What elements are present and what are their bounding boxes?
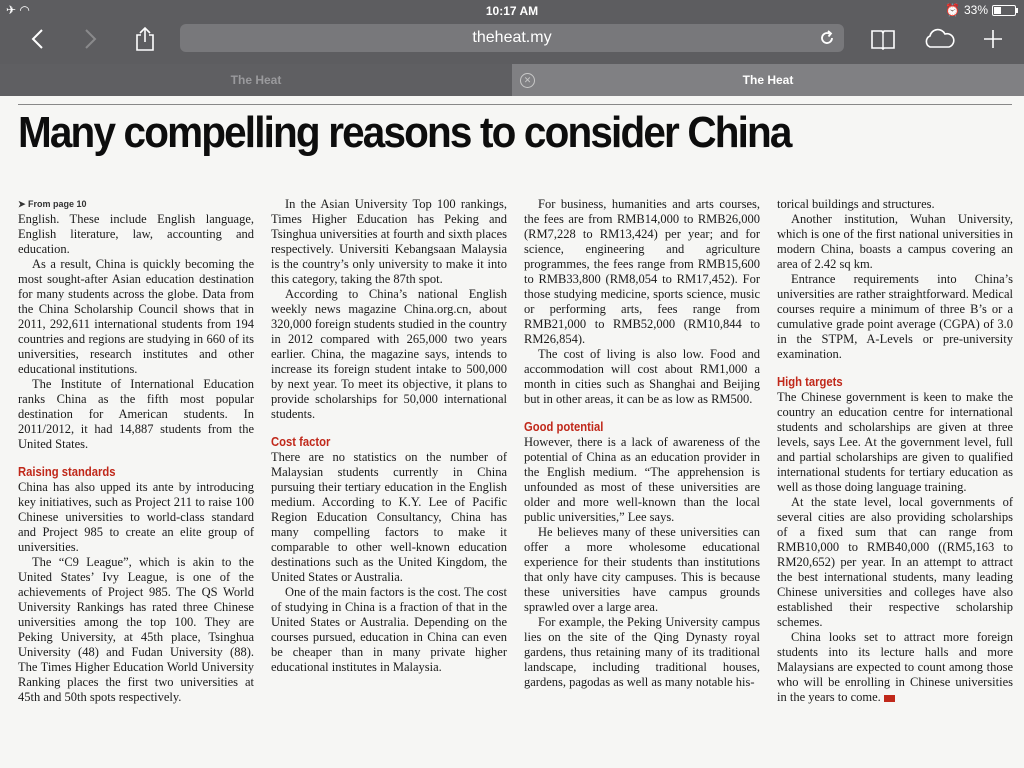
paragraph: For business, humanities and arts courses, the fees are from RMB14,000 to RMB26,000 (RM7,228 to RM13,424) per year; and for science, engineering and agriculture programmes, the fees range from RMB15,600 to RMB33,800 (RM8,054 to RM17,452). For those studying medicine, sports science, music or performing arts, fees range from RMB21,000 to RMB52,000 (RM10,844 to RM26,854). bbox=[524, 197, 760, 346]
airplane-wifi-icon: ✈ ︎◠ bbox=[6, 3, 30, 17]
subheading: Cost factor bbox=[271, 435, 331, 449]
cloud-icon bbox=[922, 28, 956, 50]
top-rule bbox=[18, 104, 1012, 105]
plus-icon bbox=[982, 28, 1004, 50]
paragraph: He believes many of these universities can offer a more wholesome educational experience for their students than institutions that only have city campuses. This is because these universities have campus grounds sprawled over a large area. bbox=[524, 525, 760, 614]
icloud-tabs-button[interactable] bbox=[922, 24, 956, 54]
subheading: Raising standards bbox=[18, 465, 116, 479]
status-bar bbox=[0, 0, 1024, 20]
end-mark-icon bbox=[884, 695, 895, 702]
paragraph-last bbox=[777, 630, 1013, 705]
paragraph: The cost of living is also low. Food and accommodation will cost about RM1,000 a month in cities such as Shanghai and Beijing but in other areas, it can be as low as RM500. bbox=[524, 347, 760, 406]
paragraph: English. These include English language, English literature, law, accounting and education. bbox=[18, 212, 254, 256]
paragraph: The “C9 League”, which is akin to the United States’ Ivy League, is one of the achievements of Project 985. The QS World University Rankings has rated three Chinese universities among the top 100. They are Peking University, at 45th place, Tsinghua University (48) and Fudan University (88). The Times Higher Education World University Ranking places the first two universities at 45th and 50th spots respectively. bbox=[18, 555, 254, 704]
paragraph: Another institution, Wuhan University, which is one of the first national universities in modern China, boasts a campus covering an area of 2.42 sq km. bbox=[777, 212, 1013, 271]
tab-2-label: The Heat bbox=[742, 73, 794, 87]
tab-bar bbox=[0, 64, 1024, 96]
paragraph: However, there is a lack of awareness of the potential of China as an education provider in the English medium. “The apprehension is unfounded as most of these universities are older and more well-known than the local public universities,” Lee says. bbox=[524, 435, 760, 524]
share-button[interactable] bbox=[128, 24, 162, 54]
book-icon bbox=[870, 28, 896, 50]
paragraph: The Institute of International Education ranks China as the fifth most popular destination for American students. In 2011/2012, it had 14,887 students from the United States. bbox=[18, 377, 254, 451]
article-column-1 bbox=[18, 197, 254, 705]
article-column-4 bbox=[777, 197, 1013, 705]
paragraph: Entrance requirements into China’s universities are rather straightforward. Medical courses require a minimum of three B’s or a cumulative grade point average (CGPA) of 3.0 in the STPM, A-Levels or pre-university examination. bbox=[777, 272, 1013, 361]
forward-button[interactable] bbox=[74, 24, 108, 54]
paragraph: For example, the Peking University campus lies on the site of the Qing Dynasty royal gardens, thus retaining many of its traditional landscape, including traditional houses, gardens, pagodas as well as many notable his- bbox=[524, 615, 760, 689]
reload-icon[interactable] bbox=[818, 29, 836, 47]
bookmarks-button[interactable] bbox=[866, 24, 900, 54]
article-headline: Many compelling reasons to consider China bbox=[18, 108, 791, 157]
paragraph: China has also upped its ante by introducing key initiatives, such as Project 211 to raise 100 Chinese universities to world-class standard and Project 985 to create an elite group of universities. bbox=[18, 480, 254, 554]
alarm-icon: ⏰ bbox=[945, 3, 960, 17]
back-button[interactable] bbox=[20, 24, 54, 54]
paragraph: As a result, China is quickly becoming the most sought-after Asian education destination for many students across the globe. Data from the China Scholarship Council shows that in 2011, 292,611 international students from 194 countries and regions are studying in 660 of its universities, research institutes and other educational institutions. bbox=[18, 257, 254, 376]
paragraph: In the Asian University Top 100 rankings, Times Higher Education has Peking and Tsinghua universities at fourth and sixth places respectively. Universiti Kebangsaan Malaysia is the country’s only university to make it into this category, taking the 87th spot. bbox=[271, 197, 507, 286]
paragraph: The Chinese government is keen to make the country an education centre for international students and scholarships are given at three levels, says Lee. At the government level, full and partial scholarships are given to qualified international students for tertiary education as well as those doing language training. bbox=[777, 390, 1013, 494]
close-tab-icon[interactable]: ✕ bbox=[520, 73, 535, 88]
chevron-right-icon bbox=[84, 28, 98, 50]
paragraph: torical buildings and structures. bbox=[777, 197, 935, 211]
article-column-3 bbox=[524, 197, 760, 690]
address-bar[interactable] bbox=[180, 24, 844, 52]
from-page-text: From page 10 bbox=[28, 199, 87, 209]
share-icon bbox=[134, 26, 156, 52]
paragraph: According to China’s national English weekly news magazine China.org.cn, about 320,000 foreign students studied in the country in 2012 compared with 265,000 two years earlier. China, the magazine says, intends to increase its foreign student intake to 500,000 by next year. To meet its objective, it plans to provide scholarships for 50,000 international students. bbox=[271, 287, 507, 421]
tab-1[interactable] bbox=[0, 64, 513, 96]
from-page-label: ➤ From page 10 bbox=[18, 199, 87, 209]
paragraph: One of the main factors is the cost. The cost of studying in China is a fraction of that in the United States or Australia. Depending on the courses pursued, education in China can even be cheaper than in many private higher educational institutes in Malaysia. bbox=[271, 585, 507, 674]
battery-icon bbox=[992, 5, 1016, 16]
subheading: High targets bbox=[777, 375, 843, 389]
paragraph: There are no statistics on the number of Malaysian students currently in China pursuing their tertiary education in the English medium. According to K.Y. Lee of Pacific Region Education Consultancy, China has many compelling factors to make it comparable to other well-known education destinations such as the United Kingdom, the United States or Australia. bbox=[271, 450, 507, 584]
tab-2-active[interactable] bbox=[512, 64, 1024, 96]
tab-1-label: The Heat bbox=[230, 73, 282, 87]
chevron-left-icon bbox=[30, 28, 44, 50]
status-time: 10:17 AM bbox=[485, 4, 539, 18]
paragraph-text: China looks set to attract more foreign students into its lecture halls and more Malaysians are expected to count among those who will be enrolling in Chinese universities in the years to come. bbox=[777, 630, 1013, 704]
paragraph: At the state level, local governments of several cities are also providing scholarships of a fixed sum that can range from RMB10,000 to RMB40,000 ((RM5,163 to RM20,652) per year. In an attempt to attract the best international students, many leading Chinese universities and colleges have also established their respective scholarship schemes. bbox=[777, 495, 1013, 629]
url-text: theheat.my bbox=[472, 29, 552, 46]
new-tab-button[interactable] bbox=[976, 24, 1010, 54]
article-column-2 bbox=[271, 197, 507, 675]
subheading: Good potential bbox=[524, 420, 604, 434]
battery-percent: 33% bbox=[963, 3, 988, 17]
